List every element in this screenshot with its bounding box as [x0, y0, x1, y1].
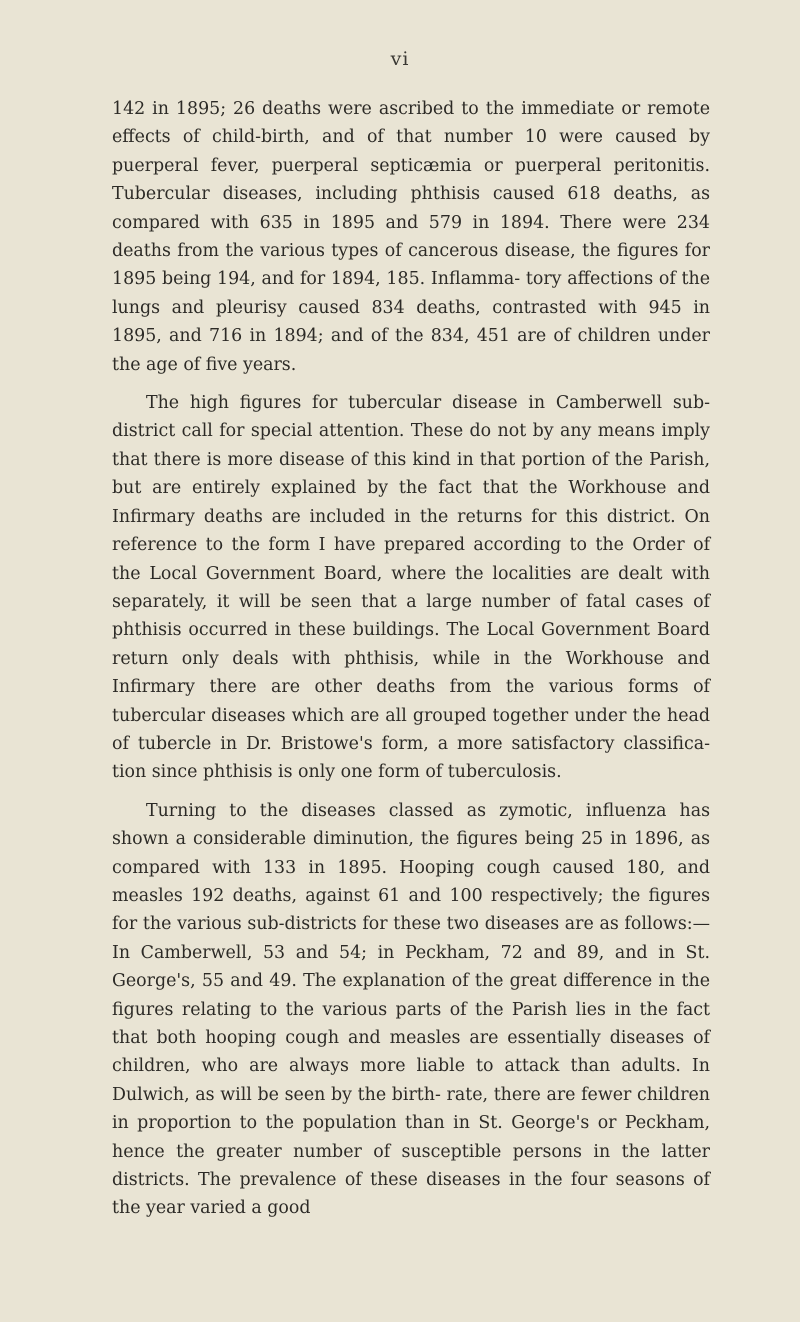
paragraph-2: The high figures for tubercular disease in Camberwell sub-district call for special attention. These do not by any means imply that there is more disease of this kind in that portion of the Parish, but are entirely explained by the fact that the Workhouse and Infirmary deaths are included in the returns for this district. On reference to the form I have prepared according to the Order of the Local Government Board, where the localities are dealt with separately, it will be seen that a large number of fatal cases of phthisis occurred in these buildings. The Local Government Board return only deals with phthisis, while in the Workhouse and Infirmary there are other deaths from the various forms of tubercular diseases which are all grouped together under the head of tubercle in Dr. Bristowe's form, a more satisfactory classifica- tion since phthisis is only one form of tuberculosis. — [112, 393, 710, 783]
page-number: vi — [390, 48, 410, 70]
paragraph-3: Turning to the diseases classed as zymotic, influenza has shown a considerable diminution, the figures being 25 in 1896, as compared with 133 in 1895. Hooping cough caused 180, and measles 192 deaths, against 61 and 100 respectively; the figures for the various sub-districts for these two diseases are as follows:—In Camberwell, 53 and 54; in Peckham, 72 and 89, and in St. George's, 55 and 49. The explanation of the great difference in the figures relating to the various parts of the Parish lies in the fact that both hooping cough and measles are essentially diseases of children, who are always more liable to attack than adults. In Dulwich, as will be seen by the birth- rate, there are fewer children in proportion to the population than in St. George's or Peckham, hence the greater number of susceptible persons in the latter districts. The prevalence of these diseases in the four seasons of the year varied a good — [112, 800, 710, 1219]
body-text — [112, 95, 710, 1223]
paragraph-1: 142 in 1895; 26 deaths were ascribed to the immediate or remote effects of child-birth, and of that number 10 were caused by puerperal fever, puerperal septicæmia or puerperal peritonitis. Tubercular diseases, including phthisis caused 618 deaths, as compared with 635 in 1895 and 579 in 1894. There were 234 deaths from the various types of cancerous disease, the figures for 1895 being 194, and for 1894, 185. Inflamma- tory affections of the lungs and pleurisy caused 834 deaths, contrasted with 945 in 1895, and 716 in 1894; and of the 834, 451 are of children under the age of five years. — [112, 99, 710, 375]
